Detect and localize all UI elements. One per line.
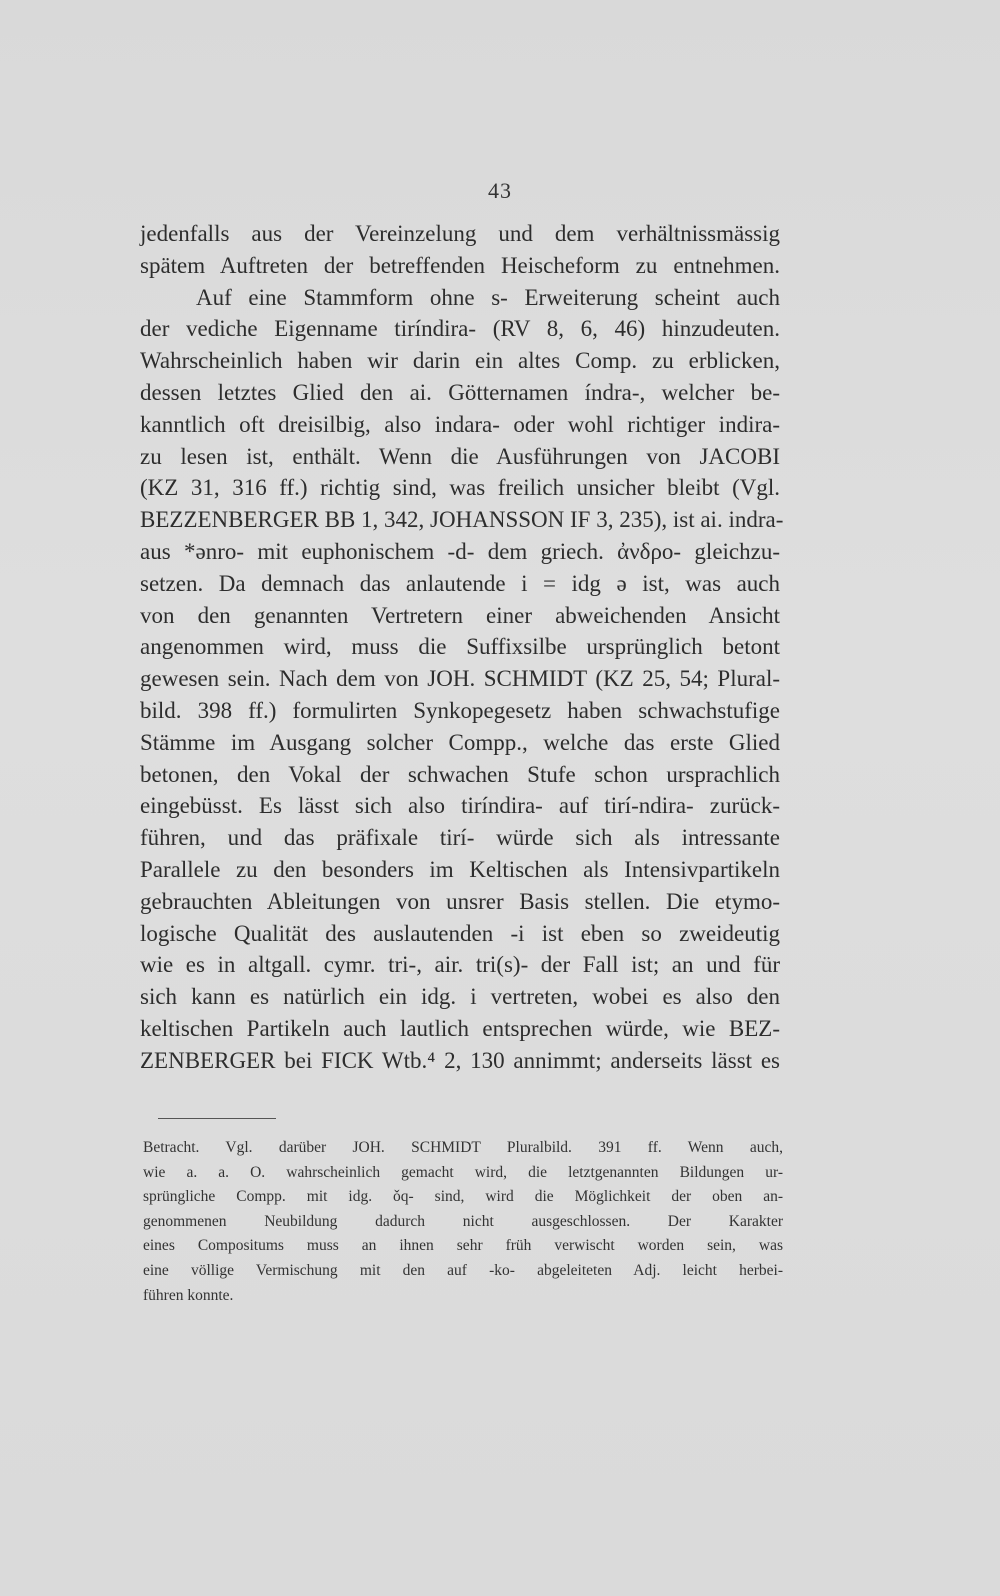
text-line: aus *ənro- mit euphonischem -d- dem griech. ἀνδρο- gleichzu- bbox=[140, 538, 780, 564]
footnotes bbox=[143, 1136, 783, 1308]
text-line: eingebüsst. Es lässt sich also tiríndira- auf tirí-ndira- zurück- bbox=[140, 793, 780, 819]
footnote-line: wie a. a. O. wahrscheinlich gemacht wird, die letztgenannten Bildungen ur- bbox=[143, 1163, 783, 1181]
text-line: zu lesen ist, enthält. Wenn die Ausführungen von JACOBI bbox=[140, 443, 780, 469]
text-line: kanntlich oft dreisilbig, also indara- oder wohl richtiger indira- bbox=[140, 411, 780, 437]
text-line: jedenfalls aus der Vereinzelung und dem verhältnissmässig bbox=[140, 221, 780, 246]
text-line: angenommen wird, muss die Suffixsilbe ursprünglich betont bbox=[140, 634, 780, 660]
text-line: Auf eine Stammform ohne s- Erweiterung scheint auch bbox=[196, 284, 780, 310]
text-line: sich kann es natürlich ein idg. i vertreten, wobei es also den bbox=[140, 984, 780, 1010]
text-line: spätem Auftreten der betreffenden Heischeform zu entnehmen. bbox=[140, 252, 780, 278]
text-line: von den genannten Vertretern einer abweichenden Ansicht bbox=[140, 602, 780, 628]
text-line: ZENBERGER bei FICK Wtb.⁴ 2, 130 annimmt; anderseits lässt es bbox=[140, 1047, 780, 1073]
body-text bbox=[140, 218, 784, 1077]
text-line: dessen letztes Glied den ai. Götternamen índra-, welcher be- bbox=[140, 379, 780, 405]
text-line: wie es in altgall. cymr. tri-, air. tri(s)- der Fall ist; an und für bbox=[140, 952, 780, 978]
text-line: bild. 398 ff.) formulirten Synkopegesetz haben schwachstufige bbox=[140, 697, 780, 723]
text-line: der vediche Eigenname tiríndira- (RV 8, 6, 46) hinzudeuten. bbox=[140, 316, 780, 342]
footnote-line: Betracht. Vgl. darüber JOH. SCHMIDT Pluralbild. 391 ff. Wenn auch, bbox=[143, 1139, 783, 1156]
footnote-rule bbox=[158, 1118, 276, 1119]
text-line: BEZZENBERGER BB 1, 342, JOHANSSON IF 3, 235), ist ai. indra- bbox=[140, 507, 784, 533]
page-number: 43 bbox=[488, 178, 512, 203]
footnote-line: eine völlige Vermischung mit den auf -ko- abgeleiteten Adj. leicht herbei- bbox=[143, 1261, 783, 1279]
text-line: gebrauchten Ableitungen von unsrer Basis stellen. Die etymo- bbox=[140, 888, 780, 914]
text-line: führen, und das präfixale tirí- würde sich als intressante bbox=[140, 825, 780, 851]
footnote-line: führen konnte. bbox=[143, 1286, 234, 1304]
text-line: (KZ 31, 316 ff.) richtig sind, was freilich unsicher bleibt (Vgl. bbox=[140, 475, 780, 501]
text-line: Stämme im Ausgang solcher Compp., welche das erste Glied bbox=[140, 729, 780, 755]
footnote-line: genommenen Neubildung dadurch nicht ausgeschlossen. Der Karakter bbox=[143, 1212, 783, 1230]
text-line: Parallele zu den besonders im Keltischen als Intensivpartikeln bbox=[140, 856, 780, 882]
text-line: gewesen sein. Nach dem von JOH. SCHMIDT (KZ 25, 54; Plural- bbox=[140, 666, 780, 692]
footnote-line: eines Compositums muss an ihnen sehr früh verwischt worden sein, was bbox=[143, 1237, 783, 1255]
text-line: keltischen Partikeln auch lautlich entsprechen würde, wie BEZ- bbox=[140, 1015, 780, 1041]
text-line: Wahrscheinlich haben wir darin ein altes Comp. zu erblicken, bbox=[140, 348, 780, 374]
footnote-line: sprüngliche Compp. mit idg. ǒq- sind, wird die Möglichkeit der oben an- bbox=[143, 1188, 783, 1206]
text-line: setzen. Da demnach das anlautende i = idg ə ist, was auch bbox=[140, 570, 780, 596]
text-line: betonen, den Vokal der schwachen Stufe schon ursprachlich bbox=[140, 761, 780, 787]
text-line: logische Qualität des auslautenden -i ist eben so zweideutig bbox=[140, 920, 780, 946]
